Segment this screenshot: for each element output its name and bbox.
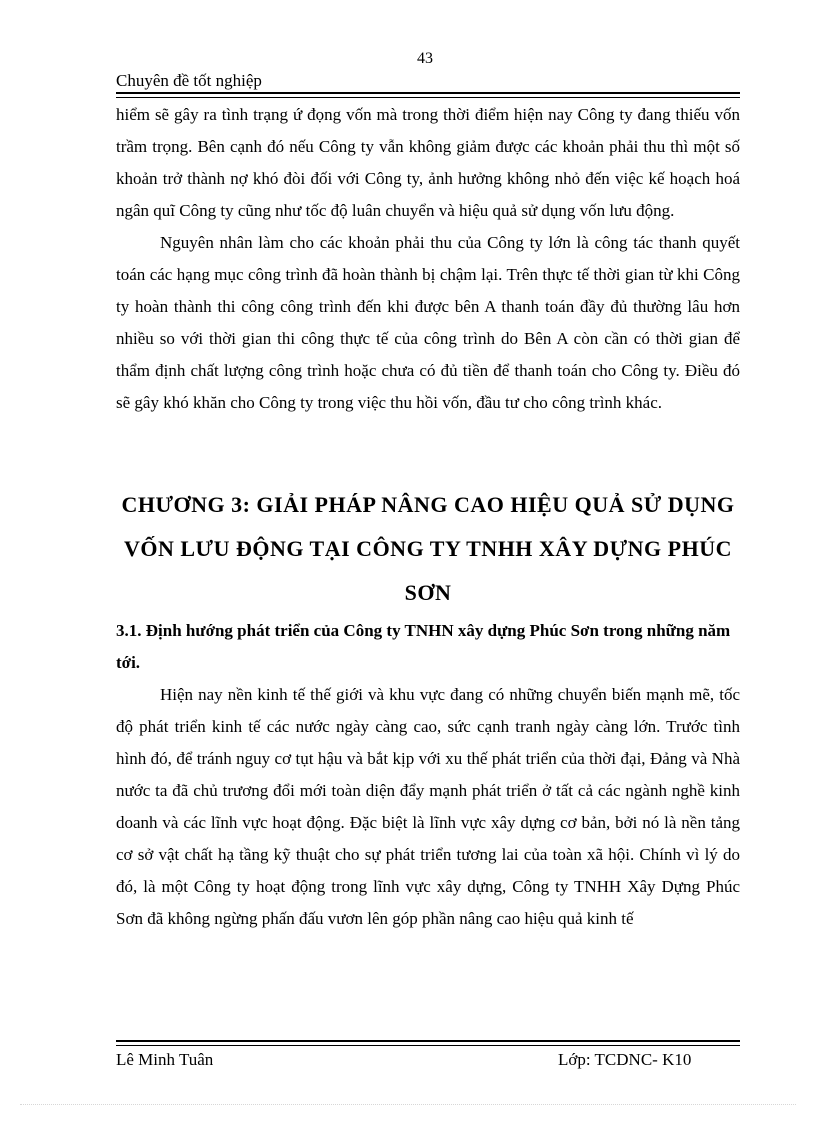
footer-rule: [116, 1040, 740, 1046]
paragraph-2: Nguyên nhân làm cho các khoản phải thu của Công ty lớn là công tác thanh quyết toán các hạng mục công trình đã hoàn thành bị chậm lại. Trên thực tế thời gian từ khi Công ty hoàn thành thi công công trình đến khi được bên A thanh toán đầy đủ thường lâu hơn nhiều so với thời gian thi công thực tế của công trình do Bên A còn cần có thời gian để thẩm định chất lượng công trình hoặc chưa có đủ tiền để thanh toán cho Công ty. Điều đó sẽ gây khó khăn cho Công ty trong việc thu hồi vốn, đầu tư cho công trình khác.: [116, 233, 740, 412]
footer-class: Lớp: TCDNC- K10: [558, 1050, 692, 1069]
chapter-heading: CHƯƠNG 3: GIẢI PHÁP NÂNG CAO HIỆU QUẢ SỬ DỤNG VỐN LƯU ĐỘNG TẠI CÔNG TY TNHH XÂY DỰNG PHÚC SƠN: [121, 492, 735, 605]
page-body: [116, 99, 740, 935]
footer-author: Lê Minh Tuân: [116, 1050, 214, 1069]
section-heading: 3.1. Định hướng phát triển của Công ty TNHN xây dựng Phúc Sơn trong những năm tới.: [116, 621, 731, 672]
paragraph-3: Hiện nay nền kinh tế thế giới và khu vực đang có những chuyển biến mạnh mẽ, tốc độ phát triển kinh tế các nước ngày càng cao, sức cạnh tranh ngày càng lớn. Trước tình hình đó, để tránh nguy cơ tụt hậu và bắt kịp với xu thế phát triển của thời đại, Đảng và Nhà nước ta đã chủ trương đổi mới toàn diện đẩy mạnh phát triển ở tất cả các ngành nghề kinh doanh và các lĩnh vực hoạt động. Đặc biệt là lĩnh vực xây dựng cơ bản, bởi nó là nền tảng cơ sở vật chất hạ tầng kỹ thuật cho sự phát triển tương lai của toàn xã hội. Chính vì lý do đó, là một Công ty hoạt động trong lĩnh vực xây dựng, Công ty TNHH Xây Dựng Phúc Sơn đã không ngừng phấn đấu vươn lên góp phần nâng cao hiệu quả kinh tế: [116, 685, 740, 928]
page-edge-divider: [20, 1104, 796, 1105]
header-rule: [116, 92, 740, 98]
page-number: 43: [417, 50, 433, 67]
header-title: Chuyên đề tốt nghiệp: [116, 71, 262, 90]
paragraph-1: hiểm sẽ gây ra tình trạng ứ đọng vốn mà trong thời điểm hiện nay Công ty đang thiếu vốn trầm trọng. Bên cạnh đó nếu Công ty vẫn không giảm được các khoản phải thu thì một số khoản trở thành nợ khó đòi đối với Công ty, ảnh hưởng không nhỏ đến việc kế hoạch hoá ngân quĩ Công ty cũng như tốc độ luân chuyển và hiệu quả sử dụng vốn lưu động.: [116, 105, 740, 220]
